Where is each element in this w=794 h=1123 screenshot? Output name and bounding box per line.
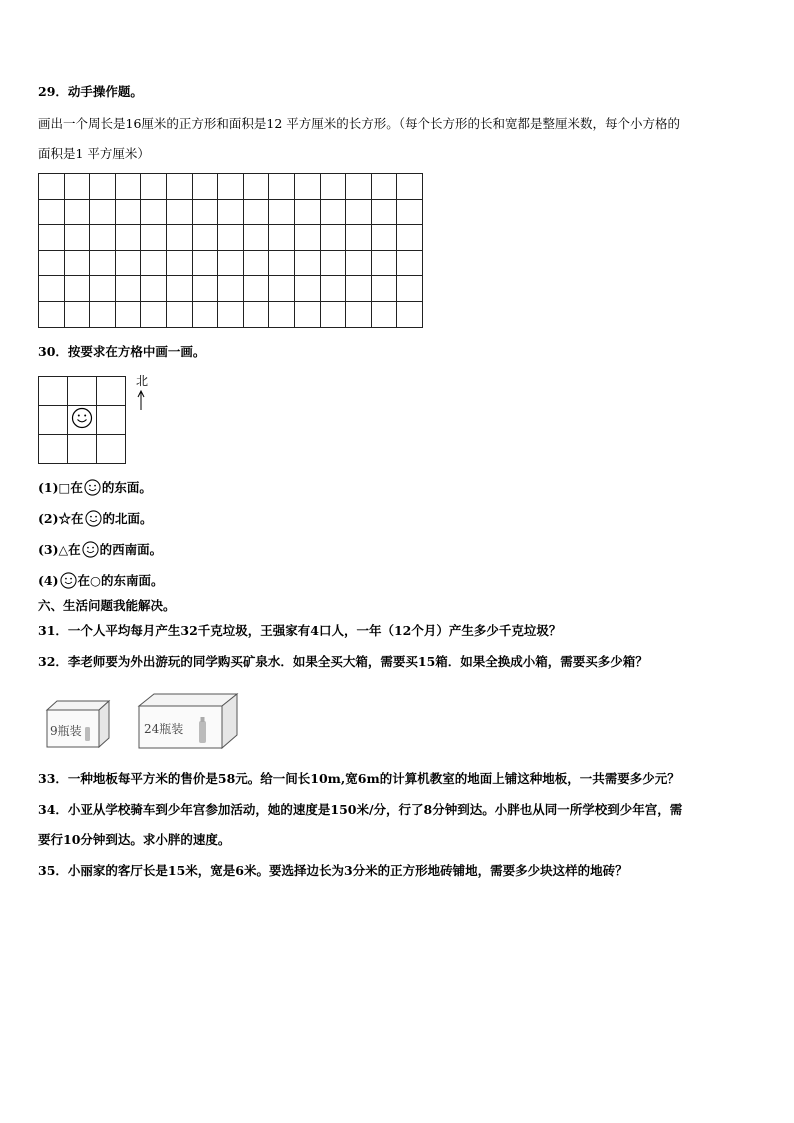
q30-direction-grid <box>38 376 126 464</box>
grid-cell <box>371 174 397 200</box>
grid-cell <box>243 250 269 276</box>
north-indicator <box>136 372 150 411</box>
q29-title: 29．动手操作题。 <box>38 84 143 99</box>
smiley-face-icon <box>60 572 77 589</box>
water-bottle-cap <box>201 717 205 722</box>
grid-cell <box>39 225 65 251</box>
grid-cell <box>218 225 244 251</box>
smiley-face-icon <box>85 510 102 527</box>
grid-cell <box>346 174 372 200</box>
grid-cell <box>371 276 397 302</box>
grid-cell <box>320 250 346 276</box>
q32-text: 32．李老师要为外出游玩的同学购买矿泉水．如果全买大箱，需要买15箱．如果全换成小箱，需要买多少箱？ <box>38 654 648 669</box>
grid-cell <box>90 276 116 302</box>
q30-item-4 <box>38 572 163 589</box>
grid-cell <box>397 174 423 200</box>
q29-square-grid <box>38 173 423 328</box>
grid-cell <box>90 225 116 251</box>
north-arrow-icon <box>136 389 150 411</box>
grid-cell <box>64 276 90 302</box>
grid-cell <box>243 301 269 327</box>
grid-cell <box>64 301 90 327</box>
grid-cell <box>269 250 295 276</box>
q30-item-2 <box>38 510 153 527</box>
grid-cell <box>90 301 116 327</box>
grid-cell <box>39 199 65 225</box>
q30-item-1 <box>38 479 152 496</box>
grid-cell <box>218 174 244 200</box>
q34-text-line1: 34．小亚从学校骑车到少年宫参加活动，她的速度是150米/分，行了8分钟到达。小胖也从同一所学校到少年宫，需 <box>38 802 683 817</box>
grid-cell <box>397 199 423 225</box>
section6-heading: 六、生活问题我能解决。 <box>38 598 176 613</box>
grid-cell <box>320 225 346 251</box>
grid-cell <box>141 174 167 200</box>
grid-cell <box>192 199 218 225</box>
q29-text-line1: 画出一个周长是16厘米的正方形和面积是12 平方厘米的长方形。（每个长方形的长和宽都是整厘米数，每个小方格的 <box>38 116 681 131</box>
grid-cell <box>166 301 192 327</box>
grid-cell <box>243 174 269 200</box>
north-label: 北 <box>136 374 149 388</box>
grid-cell <box>243 199 269 225</box>
grid-cell <box>192 174 218 200</box>
large-box-label: 24瓶装 <box>144 722 184 736</box>
grid-cell <box>192 225 218 251</box>
small-box-label: 9瓶装 <box>50 724 82 738</box>
q29-text-line2: 面积是1 平方厘米） <box>38 146 150 161</box>
grid-cell <box>346 276 372 302</box>
grid-cell <box>115 199 141 225</box>
grid-cell <box>346 199 372 225</box>
grid-cell <box>320 276 346 302</box>
water-boxes-illustration <box>44 692 240 750</box>
grid-cell <box>192 276 218 302</box>
grid-cell <box>141 250 167 276</box>
grid-cell <box>320 301 346 327</box>
smiley-face-icon <box>82 541 99 558</box>
grid-cell <box>192 250 218 276</box>
q30-item-4-prefix: (4) <box>38 573 59 588</box>
grid-cell <box>346 225 372 251</box>
grid-cell <box>397 301 423 327</box>
q31-text: 31．一个人平均每月产生32千克垃圾，王强家有4口人，一年（12个月）产生多少千克垃圾？ <box>38 623 562 638</box>
small-water-box <box>47 701 109 747</box>
grid-cell <box>269 301 295 327</box>
grid-cell <box>39 276 65 302</box>
water-bottle-icon <box>199 721 206 743</box>
grid-cell <box>64 199 90 225</box>
grid-cell <box>166 276 192 302</box>
q30-item-1-suffix: 的东面。 <box>101 480 152 495</box>
grid-cell <box>294 199 320 225</box>
grid-cell <box>115 276 141 302</box>
grid-cell <box>64 225 90 251</box>
grid-cell <box>90 199 116 225</box>
grid-cell <box>141 225 167 251</box>
grid-cell <box>64 250 90 276</box>
grid-cell <box>166 174 192 200</box>
grid-cell <box>218 199 244 225</box>
grid-cell <box>166 250 192 276</box>
grid-cell <box>269 174 295 200</box>
q30-item-3-prefix: (3)△在 <box>38 542 81 557</box>
grid-cell <box>90 250 116 276</box>
grid-cell <box>320 174 346 200</box>
grid-cell <box>218 301 244 327</box>
grid-cell <box>294 301 320 327</box>
q30-item-4-suffix: 在○的东南面。 <box>77 573 164 588</box>
grid-cell <box>294 276 320 302</box>
grid-cell <box>39 250 65 276</box>
grid-cell <box>397 225 423 251</box>
grid-cell <box>269 199 295 225</box>
q30-title: 30．按要求在方格中画一画。 <box>38 344 206 359</box>
grid-cell <box>115 250 141 276</box>
grid-cell <box>115 174 141 200</box>
grid-cell <box>192 301 218 327</box>
grid-cell <box>371 225 397 251</box>
grid-cell <box>39 301 65 327</box>
q35-text: 35．小丽家的客厅长是15米，宽是6米。要选择边长为3分米的正方形地砖铺地，需要多少块这样的地砖？ <box>38 863 628 878</box>
grid-cell <box>269 276 295 302</box>
grid-cell <box>218 276 244 302</box>
smiley-face-icon <box>84 479 101 496</box>
grid-cell <box>141 301 167 327</box>
grid-cell <box>294 174 320 200</box>
grid-cell <box>346 301 372 327</box>
q30-item-3-suffix: 的西南面。 <box>99 542 163 557</box>
grid-cell <box>371 250 397 276</box>
smiley-face-icon <box>71 407 93 429</box>
grid-cell <box>243 225 269 251</box>
grid-cell <box>243 276 269 302</box>
grid-cell <box>397 276 423 302</box>
grid-cell <box>294 250 320 276</box>
grid-cell <box>141 199 167 225</box>
grid-cell <box>397 250 423 276</box>
large-water-box <box>139 694 237 748</box>
grid-cell <box>218 250 244 276</box>
grid-cell <box>294 225 320 251</box>
grid-cell <box>320 199 346 225</box>
grid-cell <box>166 199 192 225</box>
grid-cell <box>269 225 295 251</box>
q30-item-1-prefix: (1)□在 <box>38 480 83 495</box>
q30-item-2-prefix: (2)☆在 <box>38 511 84 526</box>
q33-text: 33．一种地板每平方米的售价是58元。给一间长10m,宽6m的计算机教室的地面上铺这种地板，一共需要多少元？ <box>38 771 680 786</box>
grid-cell <box>141 276 167 302</box>
grid-cell <box>166 225 192 251</box>
q30-item-2-suffix: 的北面。 <box>102 511 153 526</box>
grid-cell <box>371 301 397 327</box>
grid-cell <box>346 250 372 276</box>
grid-cell <box>371 199 397 225</box>
q30-item-3 <box>38 541 162 558</box>
grid-cell <box>115 225 141 251</box>
grid-cell <box>64 174 90 200</box>
grid-cell <box>115 301 141 327</box>
grid-cell <box>90 174 116 200</box>
water-bottle-icon <box>85 727 90 741</box>
q34-text-line2: 要行10分钟到达。求小胖的速度。 <box>38 832 231 847</box>
grid-cell <box>39 174 65 200</box>
